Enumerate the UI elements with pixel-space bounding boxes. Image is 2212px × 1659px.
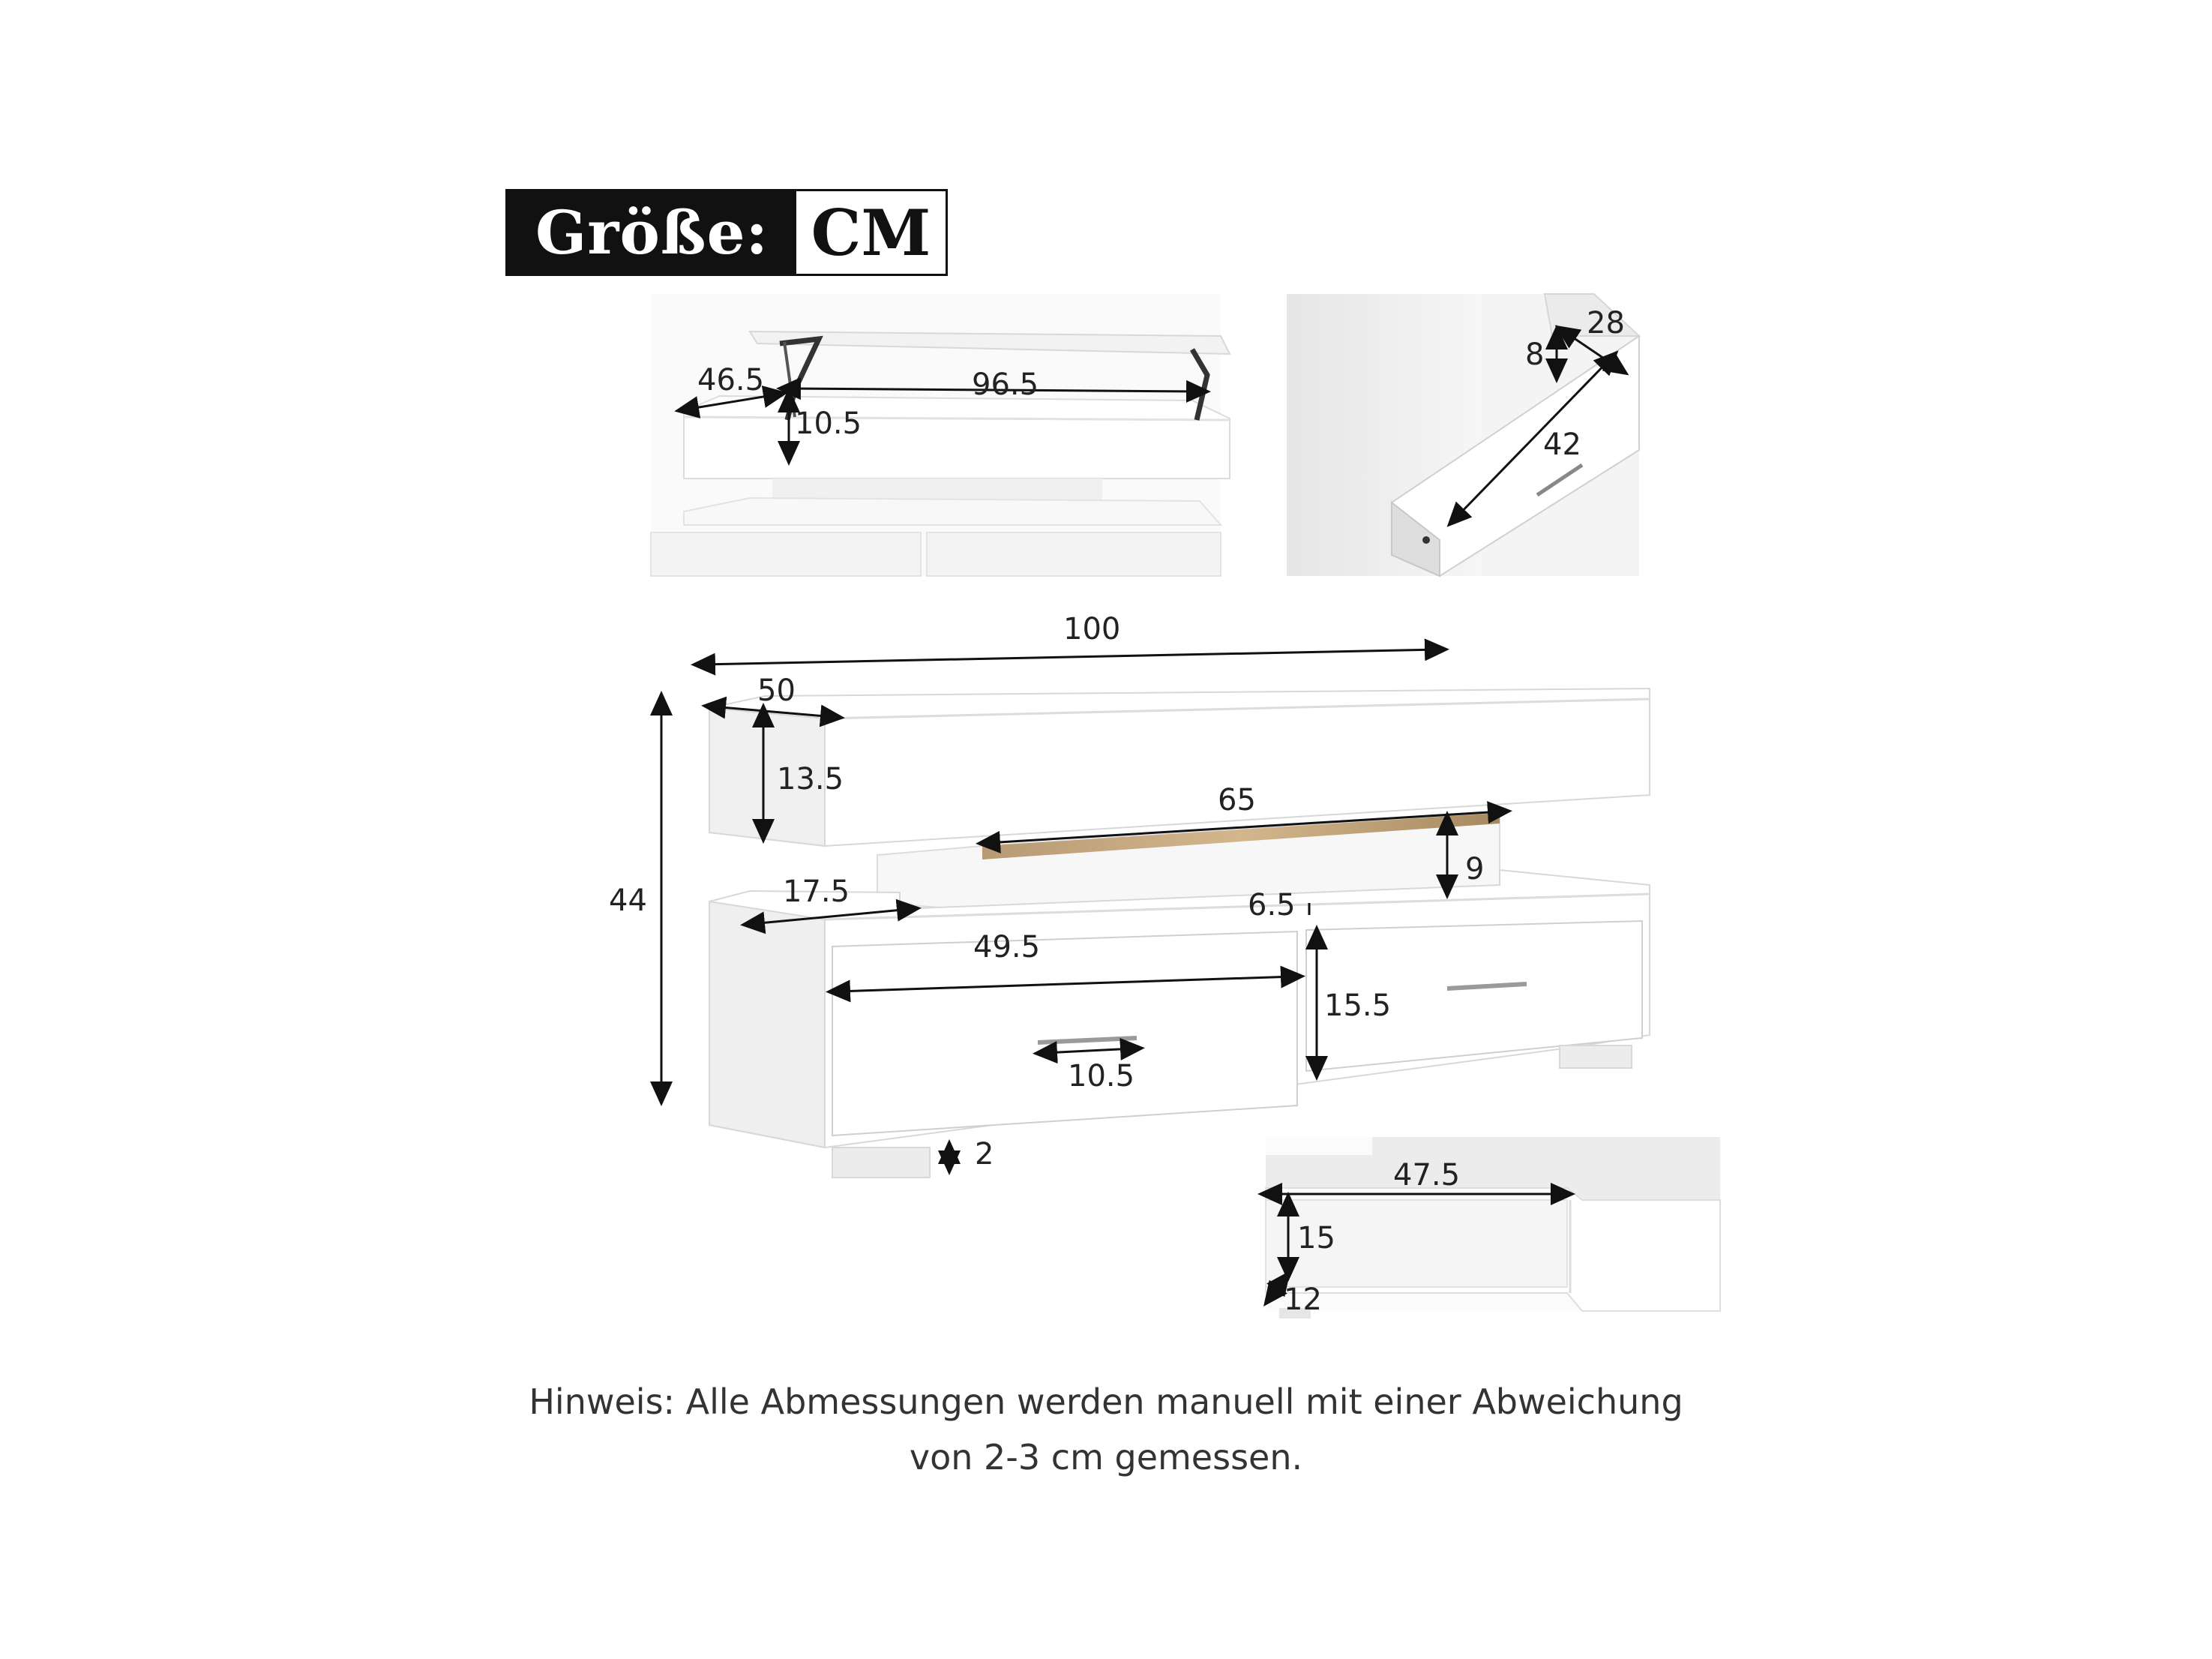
note-line-1: Hinweis: Alle Abmessungen werden manuell mit einer Abweichung: [529, 1382, 1683, 1422]
handle-width-label: 10.5: [1068, 1059, 1135, 1094]
middle-depth-label: 17.5: [783, 874, 850, 909]
drawer-front-width-label: 28: [1587, 306, 1625, 340]
led-width-label: 65: [1218, 783, 1256, 818]
note-line-2: von 2-3 cm gemessen.: [909, 1437, 1303, 1478]
shelf-depth-label: 12: [1284, 1282, 1322, 1317]
gap-small-label: 6.5: [1248, 888, 1296, 922]
top-depth-label: 50: [757, 674, 796, 708]
led-gap-label: 9: [1465, 852, 1485, 886]
total-height-label: 44: [609, 884, 647, 918]
size-title-label: Größe:: [508, 191, 796, 274]
foot-height-label: 2: [975, 1137, 994, 1172]
top-height-label: 13.5: [777, 762, 844, 796]
drawer-detail-view: [1287, 294, 1639, 576]
shelf-height-label: 15: [1297, 1221, 1335, 1256]
drawer-width-label: 49.5: [973, 930, 1041, 964]
total-width-arrow: [702, 650, 1438, 664]
shelf-view: [1266, 1137, 1720, 1318]
lift-height-label: 10.5: [795, 406, 862, 441]
drawer-front-height-label: 8: [1525, 338, 1545, 372]
size-title-unit: CM: [811, 195, 931, 270]
lift-top-view: [651, 294, 1230, 576]
lift-depth-label: 46.5: [697, 363, 765, 398]
main-table-view: [609, 612, 1650, 1178]
lift-width-label: 96.5: [972, 368, 1039, 402]
shelf-width-label: 47.5: [1393, 1158, 1461, 1192]
drawer-height-label: 15.5: [1324, 988, 1392, 1023]
drawer-depth-label: 42: [1543, 428, 1581, 462]
total-width-label: 100: [1063, 612, 1121, 646]
